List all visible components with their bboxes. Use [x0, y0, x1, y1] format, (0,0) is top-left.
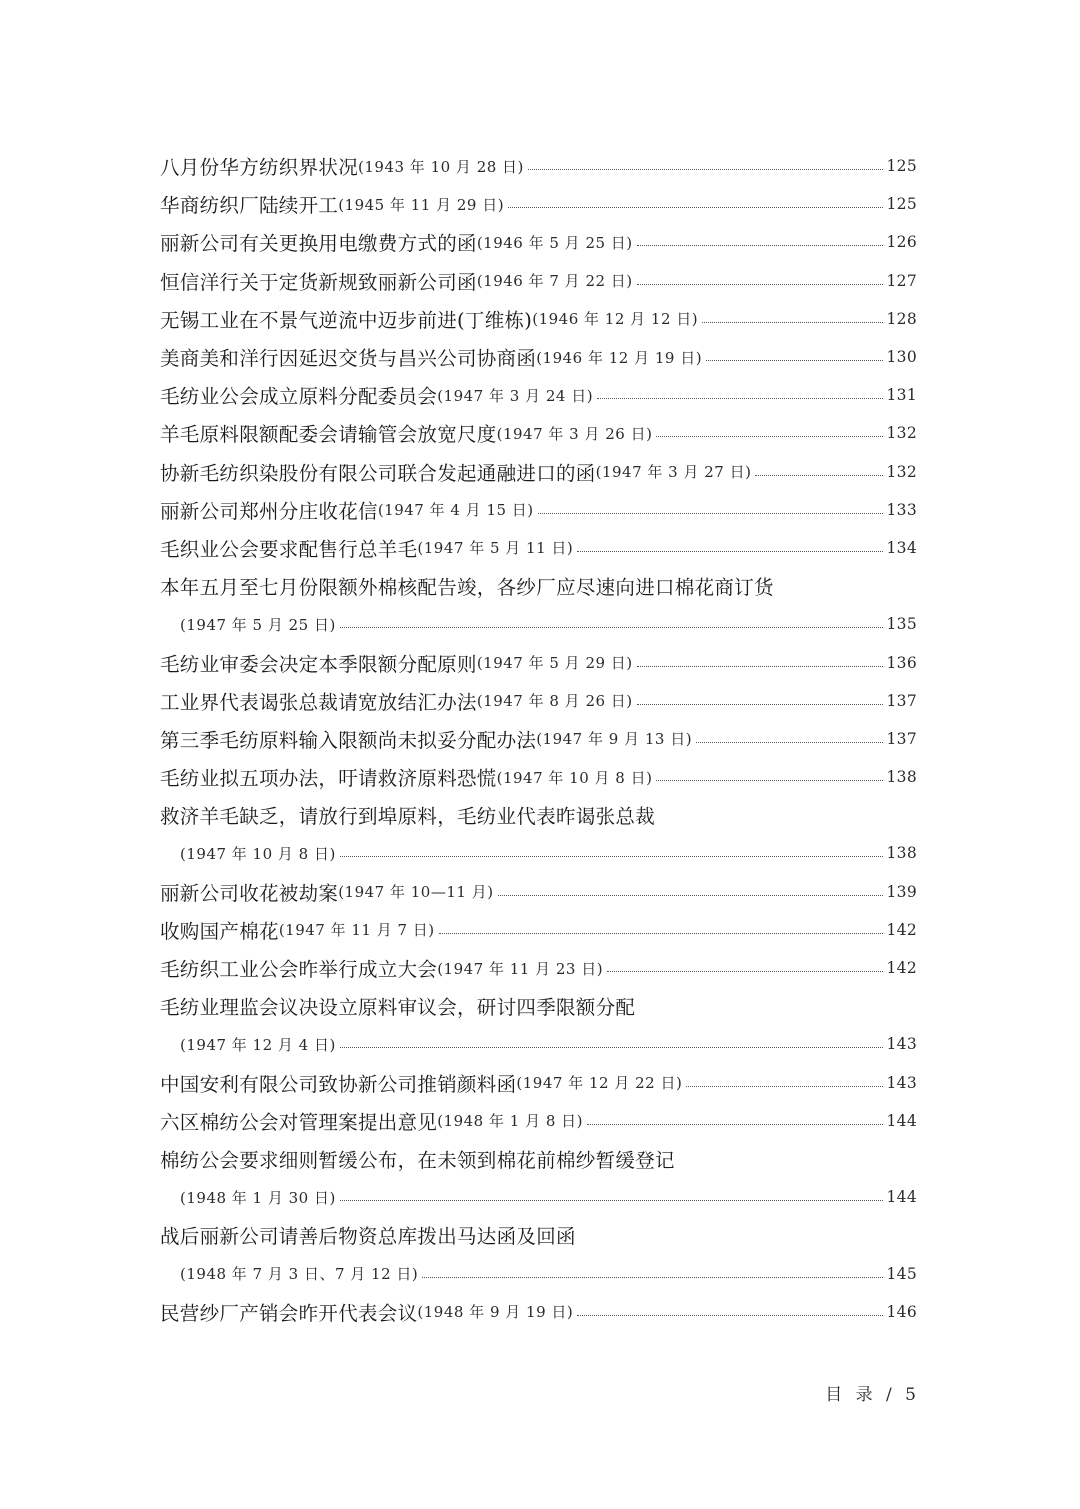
- toc-entry-continuation[interactable]: [160, 1254, 917, 1292]
- dot-leader: [702, 321, 882, 323]
- toc-entry[interactable]: [160, 300, 917, 338]
- entry-date: (1947 年 11 月 7 日): [278, 921, 435, 940]
- entry-title: 本年五月至七月份限额外棉核配告竣，各纱厂应尽速向进口棉花商订货: [160, 576, 774, 600]
- entry-title: 救济羊毛缺乏，请放行到埠原料，毛纺业代表昨谒张总裁: [160, 805, 656, 829]
- toc-entry[interactable]: [160, 491, 917, 529]
- entry-page: 145: [886, 1264, 917, 1283]
- toc-entry[interactable]: [160, 262, 917, 300]
- entry-date: (1947 年 5 月 25 日): [180, 615, 336, 634]
- entry-page: 144: [886, 1188, 917, 1207]
- entry-page: 138: [886, 768, 917, 787]
- toc-entry[interactable]: [160, 758, 917, 796]
- entry-title: 毛织业公会要求配售行总羊毛: [160, 537, 418, 561]
- toc-entry[interactable]: [160, 1293, 917, 1331]
- entry-page: 136: [886, 653, 917, 672]
- dot-leader: [498, 894, 883, 896]
- toc-entry[interactable]: [160, 873, 917, 911]
- entry-date: (1945 年 11 月 29 日): [338, 195, 505, 214]
- toc-entry-continuation[interactable]: [160, 1025, 917, 1063]
- entry-date: (1947 年 3 月 27 日): [595, 463, 752, 482]
- entry-date: (1947 年 5 月 29 日): [476, 654, 633, 673]
- toc-entry[interactable]: [160, 720, 917, 758]
- entry-date: (1946 年 12 月 12 日): [532, 310, 699, 329]
- dot-leader: [577, 550, 882, 552]
- dot-leader: [637, 244, 883, 246]
- entry-page: 128: [886, 309, 917, 328]
- entry-page: 146: [886, 1302, 917, 1321]
- entry-page: 125: [886, 157, 917, 176]
- entry-page: 137: [886, 691, 917, 710]
- entry-title: 工业界代表谒张总裁请宽放结汇办法: [160, 690, 477, 714]
- dot-leader: [422, 1276, 882, 1278]
- entry-title: 美商美和洋行因延迟交货与昌兴公司协商函: [160, 347, 537, 371]
- entry-title: 收购国产棉花: [160, 919, 279, 943]
- entry-date: (1948 年 9 月 19 日): [417, 1303, 574, 1322]
- dot-leader: [587, 1123, 882, 1125]
- toc-entry-continuation[interactable]: [160, 1178, 917, 1216]
- dot-leader: [637, 703, 883, 705]
- entry-title: 八月份华方纺织界状况: [160, 156, 359, 180]
- entry-title: 毛纺业理监会议决设立原料审议会，研讨四季限额分配: [160, 996, 636, 1020]
- entry-date: (1948 年 1 月 30 日): [180, 1188, 336, 1207]
- entry-date: (1947 年 11 月 23 日): [437, 959, 604, 978]
- entry-date: (1947 年 3 月 26 日): [496, 424, 653, 443]
- toc-entry[interactable]: [160, 987, 917, 1025]
- dot-leader: [340, 626, 883, 628]
- dot-leader: [528, 168, 883, 170]
- toc-entry[interactable]: [160, 682, 917, 720]
- entry-title: 丽新公司有关更换用电缴费方式的函: [160, 232, 477, 256]
- dot-leader: [686, 1085, 882, 1087]
- toc-entry[interactable]: [160, 453, 917, 491]
- entry-page: 137: [886, 729, 917, 748]
- toc-entry[interactable]: [160, 376, 917, 414]
- entry-page: 138: [886, 844, 917, 863]
- dot-leader: [706, 359, 882, 361]
- entry-page: 130: [886, 348, 917, 367]
- entry-title: 战后丽新公司请善后物资总库拨出马达函及回函: [160, 1225, 576, 1249]
- entry-title: 毛纺织工业公会昨举行成立大会: [160, 958, 438, 982]
- entry-page: 134: [886, 538, 917, 557]
- toc-entry[interactable]: [160, 529, 917, 567]
- toc-entry[interactable]: [160, 223, 917, 261]
- toc-entry[interactable]: [160, 1102, 917, 1140]
- entry-date: (1947 年 10 月 8 日): [180, 844, 336, 863]
- toc-entry[interactable]: [160, 1064, 917, 1102]
- entry-title: 毛纺业审委会决定本季限额分配原则: [160, 652, 477, 676]
- entry-page: 143: [886, 1073, 917, 1092]
- dot-leader: [597, 397, 882, 399]
- entry-date: (1943 年 10 月 28 日): [358, 157, 524, 176]
- toc-entry[interactable]: [160, 911, 917, 949]
- entry-page: 131: [886, 386, 917, 405]
- entry-page: 143: [886, 1035, 917, 1054]
- toc-entry[interactable]: [160, 1216, 917, 1254]
- entry-date: (1947 年 12 月 22 日): [516, 1074, 683, 1093]
- footer-label: 目 录: [825, 1385, 877, 1405]
- dot-leader: [538, 512, 883, 514]
- toc-entry[interactable]: [160, 643, 917, 681]
- entry-date: (1946 年 5 月 25 日): [476, 233, 633, 252]
- entry-title: 棉纺公会要求细则暂缓公布，在未领到棉花前棉纱暂缓登记: [160, 1148, 675, 1172]
- entry-date: (1947 年 3 月 24 日): [437, 386, 594, 405]
- toc-entry[interactable]: [160, 414, 917, 452]
- toc-entry[interactable]: [160, 567, 917, 605]
- toc-entry-continuation[interactable]: [160, 834, 917, 872]
- dot-leader: [637, 665, 883, 667]
- entry-page: 142: [886, 959, 917, 978]
- page-footer: [825, 1380, 920, 1405]
- dot-leader: [577, 1314, 882, 1316]
- dot-leader: [340, 1199, 883, 1201]
- footer-page-number: 5: [905, 1385, 920, 1405]
- entry-page: 133: [886, 500, 917, 519]
- entry-title: 毛纺业公会成立原料分配委员会: [160, 385, 438, 409]
- footer-separator: /: [886, 1385, 896, 1405]
- entry-title: 华商纺织厂陆续开工: [160, 194, 339, 218]
- entry-title: 中国安利有限公司致协新公司推销颜料函: [160, 1072, 517, 1096]
- entry-title: 无锡工业在不景气逆流中迈步前进(丁维栋): [160, 308, 533, 332]
- entry-page: 125: [886, 195, 917, 214]
- entry-title: 丽新公司郑州分庄收花信: [160, 499, 378, 523]
- entry-title: 恒信洋行关于定货新规致丽新公司函: [160, 270, 477, 294]
- toc-entry[interactable]: [160, 949, 917, 987]
- dot-leader: [340, 1046, 883, 1048]
- entry-date: (1947 年 9 月 13 日): [536, 730, 693, 749]
- entry-date: (1947 年 12 月 4 日): [180, 1035, 336, 1054]
- entry-page: 127: [886, 271, 917, 290]
- dot-leader: [637, 283, 883, 285]
- entry-date: (1947 年 10 月 8 日): [496, 768, 653, 787]
- toc-entry[interactable]: [160, 796, 917, 834]
- entry-title: 六区棉纺公会对管理案提出意见: [160, 1110, 438, 1134]
- entry-title: 第三季毛纺原料输入限额尚未拟妥分配办法: [160, 728, 537, 752]
- dot-leader: [439, 932, 883, 934]
- dot-leader: [755, 474, 882, 476]
- entry-title: 民营纱厂产销会昨开代表会议: [160, 1301, 418, 1325]
- entry-date: (1948 年 7 月 3 日、7 月 12 日): [180, 1265, 419, 1284]
- toc-entry[interactable]: [160, 147, 917, 185]
- entry-date: (1947 年 5 月 11 日): [417, 539, 574, 558]
- entry-date: (1947 年 4 月 15 日): [377, 501, 534, 520]
- toc-entry[interactable]: [160, 338, 917, 376]
- entry-page: 139: [886, 882, 917, 901]
- toc-entry[interactable]: [160, 185, 917, 223]
- dot-leader: [340, 855, 883, 857]
- entry-page: 132: [886, 462, 917, 481]
- dot-leader: [508, 206, 882, 208]
- entry-page: 144: [886, 1111, 917, 1130]
- entry-title: 协新毛纺织染股份有限公司联合发起通融进口的函: [160, 461, 596, 485]
- entry-page: 132: [886, 424, 917, 443]
- dot-leader: [656, 435, 882, 437]
- dot-leader: [656, 779, 882, 781]
- dot-leader: [696, 741, 882, 743]
- entry-title: 羊毛原料限额配委会请输管会放宽尺度: [160, 423, 497, 447]
- entry-date: (1948 年 1 月 8 日): [437, 1112, 584, 1131]
- toc-entry[interactable]: [160, 1140, 917, 1178]
- entry-title: 毛纺业拟五项办法，吁请救济原料恐慌: [160, 767, 497, 791]
- entry-page: 126: [886, 233, 917, 252]
- dot-leader: [607, 970, 882, 972]
- entry-title: 丽新公司收花被劫案: [160, 881, 339, 905]
- toc-entry-continuation[interactable]: [160, 605, 917, 643]
- entry-date: (1947 年 10—11 月): [338, 883, 494, 902]
- entry-date: (1946 年 7 月 22 日): [476, 272, 633, 291]
- entry-date: (1946 年 12 月 19 日): [536, 348, 703, 367]
- entry-page: 142: [886, 920, 917, 939]
- entry-date: (1947 年 8 月 26 日): [476, 692, 633, 711]
- table-of-contents: [160, 147, 917, 1331]
- entry-page: 135: [886, 615, 917, 634]
